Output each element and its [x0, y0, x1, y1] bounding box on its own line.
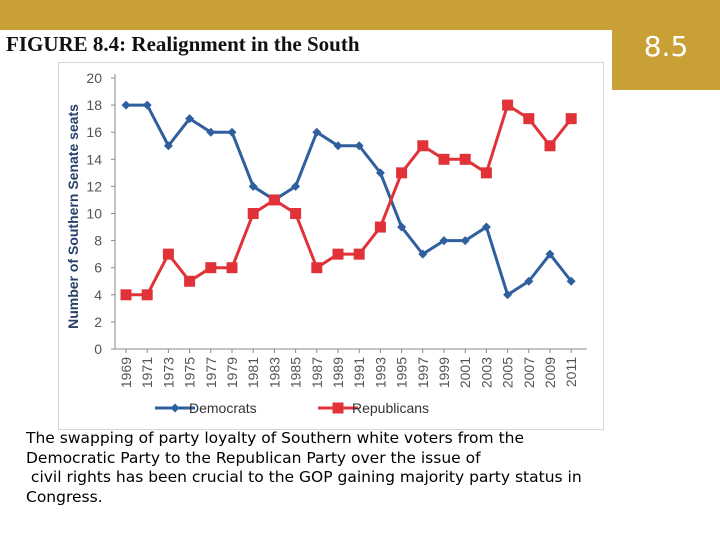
x-tick-label: 1989	[330, 357, 346, 389]
x-tick-label: 1971	[139, 357, 156, 389]
x-tick-label: 2005	[499, 357, 516, 389]
x-tick-label: 2011	[563, 357, 580, 388]
republicans-point	[354, 249, 365, 260]
republicans-point	[502, 100, 513, 111]
caption-line: The swapping of party loyalty of Southern white voters from the	[26, 429, 525, 447]
x-tick-label: 1979	[224, 357, 240, 389]
democrats-legend-marker	[171, 404, 180, 413]
caption-line: Democratic Party to the Republican Party over the issue of	[26, 448, 481, 467]
republicans-point	[481, 167, 492, 178]
y-tick-label: 14	[86, 151, 102, 168]
x-tick-label: 2009	[542, 357, 558, 389]
republicans-legend-label: Republicans	[352, 400, 430, 416]
x-tick-label: 2007	[520, 357, 537, 389]
x-tick-label: 1997	[414, 357, 431, 389]
republicans-point	[375, 222, 386, 233]
x-tick-label: 1977	[202, 357, 219, 389]
republicans-point	[290, 208, 301, 219]
republicans-point	[333, 249, 344, 260]
x-tick-label: 2003	[478, 357, 495, 389]
x-tick-label: 1987	[308, 357, 325, 389]
y-tick-label: 18	[86, 97, 102, 114]
republicans-point	[460, 154, 471, 165]
caption-line: Congress.	[26, 487, 103, 506]
republicans-point	[545, 140, 556, 151]
democrats-legend-label: Democrats	[189, 400, 257, 416]
y-tick-label: 16	[86, 124, 102, 141]
y-tick-label: 8	[94, 232, 102, 249]
republicans-point	[566, 113, 577, 124]
figure-caption	[26, 429, 706, 507]
republicans-series-line	[126, 105, 571, 295]
x-tick-label: 1995	[393, 357, 410, 389]
republicans-point	[311, 262, 322, 273]
republicans-point	[163, 249, 174, 260]
y-axis-title: Number of Southern Senate seats	[65, 104, 81, 329]
x-tick-label: 1985	[287, 357, 304, 389]
x-tick-label: 1975	[181, 357, 198, 389]
democrats-point	[122, 101, 131, 110]
democrats-point	[228, 128, 237, 137]
republicans-point	[227, 262, 238, 273]
figure-title: FIGURE 8.4: Realignment in the South	[6, 32, 360, 56]
x-tick-label: 1993	[372, 357, 389, 389]
democrats-series-line	[126, 105, 571, 295]
y-tick-label: 10	[86, 205, 102, 222]
republicans-point	[396, 167, 407, 178]
y-tick-label: 4	[94, 286, 102, 303]
republicans-point	[269, 194, 280, 205]
x-tick-label: 1983	[266, 357, 283, 389]
y-tick-label: 20	[86, 70, 102, 86]
republicans-point	[417, 140, 428, 151]
x-tick-label: 1969	[118, 357, 134, 389]
republicans-point	[439, 154, 450, 165]
republicans-point	[184, 276, 195, 287]
x-tick-label: 1991	[351, 357, 368, 389]
republicans-point	[121, 289, 132, 300]
y-tick-label: 12	[86, 178, 102, 195]
x-tick-label: 1981	[245, 357, 262, 389]
republicans-legend-marker	[333, 403, 344, 414]
caption-line: civil rights has been crucial to the GOP gaining majority party status in	[26, 468, 582, 486]
y-tick-label: 6	[94, 259, 102, 276]
republicans-point	[523, 113, 534, 124]
slide-number: 8.5	[643, 30, 689, 63]
x-tick-label: 1973	[160, 357, 177, 389]
x-tick-label: 2001	[457, 357, 474, 389]
republicans-point	[142, 289, 153, 300]
republicans-point	[205, 262, 216, 273]
x-tick-label: 1999	[436, 357, 452, 389]
y-tick-label: 0	[94, 341, 102, 357]
y-tick-label: 2	[94, 313, 102, 330]
republicans-point	[248, 208, 259, 219]
